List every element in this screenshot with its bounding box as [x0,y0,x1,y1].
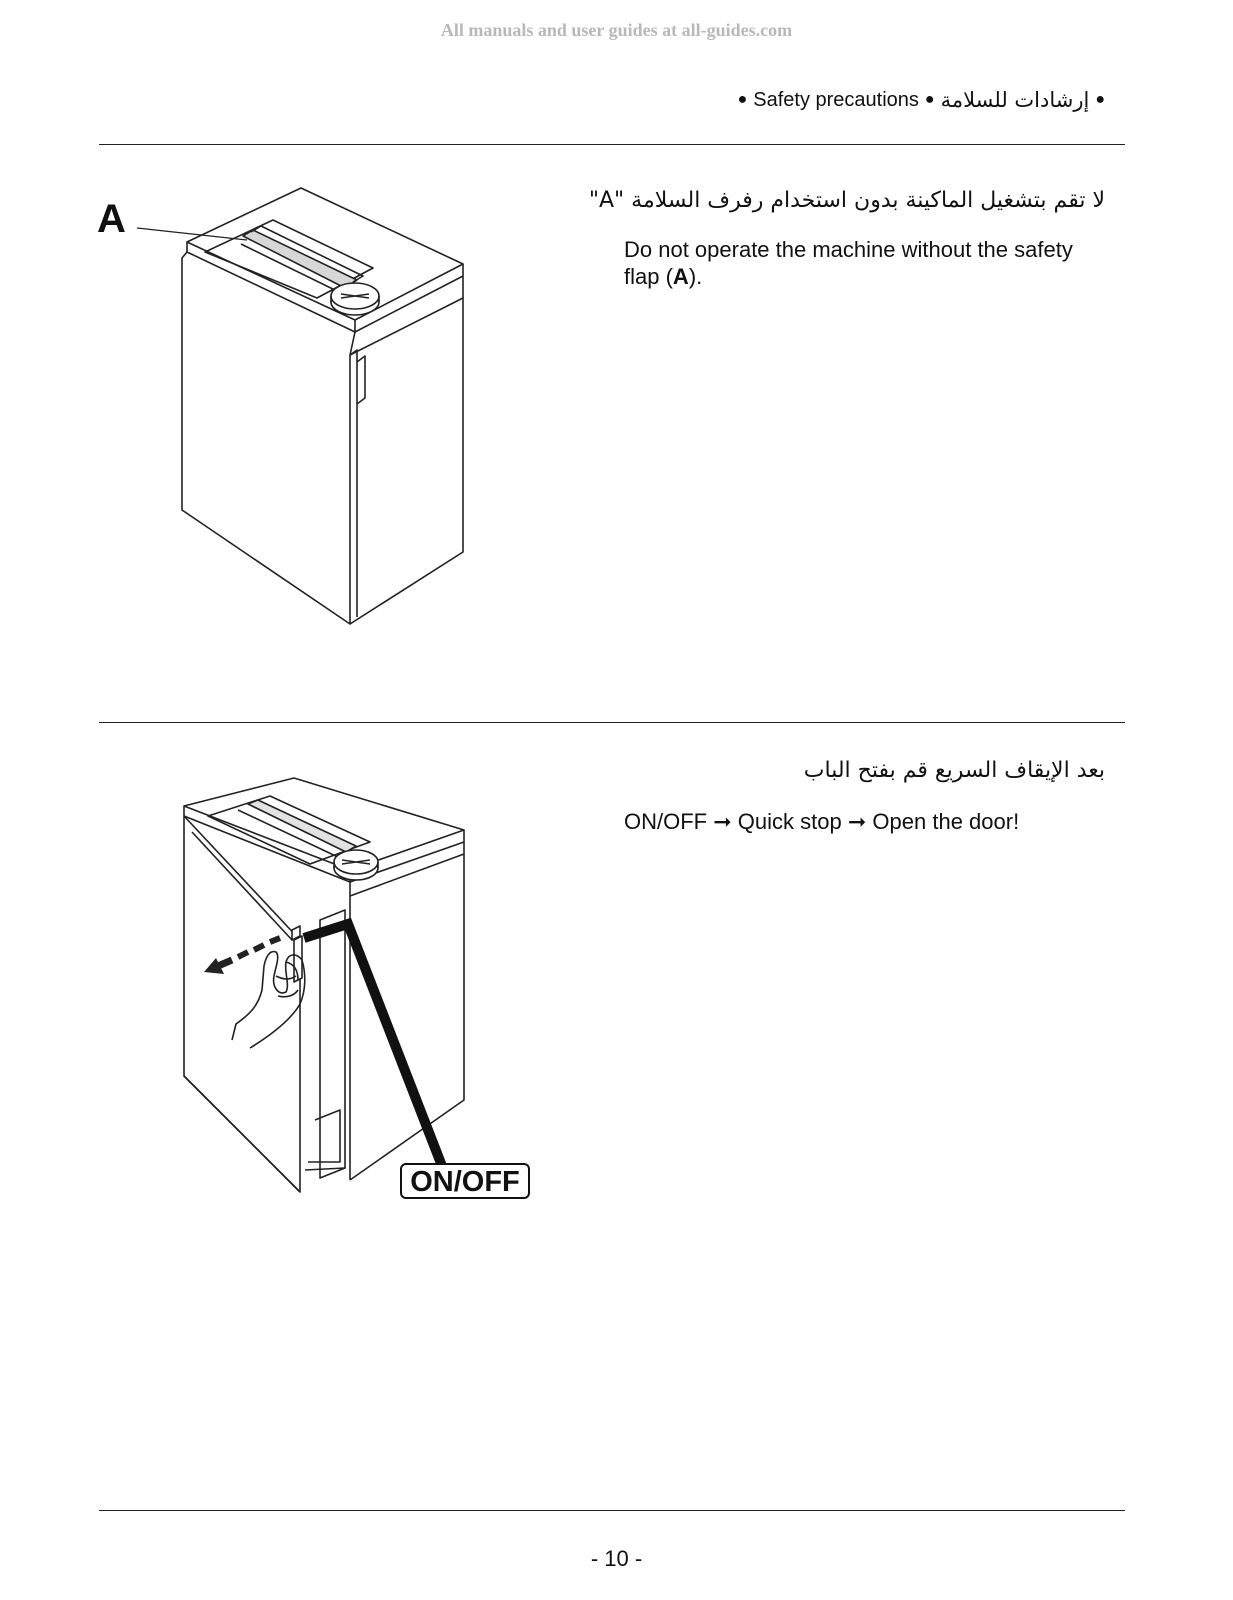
step-on-off: ON/OFF [624,809,708,834]
bullet-icon: ● [737,91,748,108]
section2-text-ar: بعد الإيقاف السريع قم بفتح الباب [803,758,1105,783]
shredder-open-door-illustration [180,770,540,1210]
step-open-door: Open the door! [872,809,1020,834]
right-arrow-icon: ➞ [847,809,867,834]
header-title-ar: إرشادات للسلامة [940,88,1090,112]
page-number: - 10 - [590,1546,643,1571]
on-off-switch-label: ON/OFF [410,1166,520,1198]
label-a: A [97,197,126,241]
bottom-divider [99,1510,1125,1511]
shredder-safety-flap-illustration [95,180,485,640]
header-title-en: Safety precautions [753,88,919,111]
watermark: All manuals and user guides at all-guides.com [440,20,793,40]
right-arrow-icon: ➞ [713,809,732,834]
step-quick-stop: Quick stop [737,809,842,834]
section1-text-ar: لا تقم بتشغيل الماكينة بدون استخدام رفرف السلامة "A" [588,188,1105,213]
bullet-icon: ● [924,91,935,108]
section1-text-en: Do not operate the machine without the safety flap (A). [624,237,1073,289]
section2-text-en [624,808,1184,835]
middle-divider [99,722,1125,723]
label-a-ref: A [672,264,689,289]
bullet-icon: ● [1095,91,1105,108]
top-divider [99,144,1125,145]
running-header [738,88,1105,112]
